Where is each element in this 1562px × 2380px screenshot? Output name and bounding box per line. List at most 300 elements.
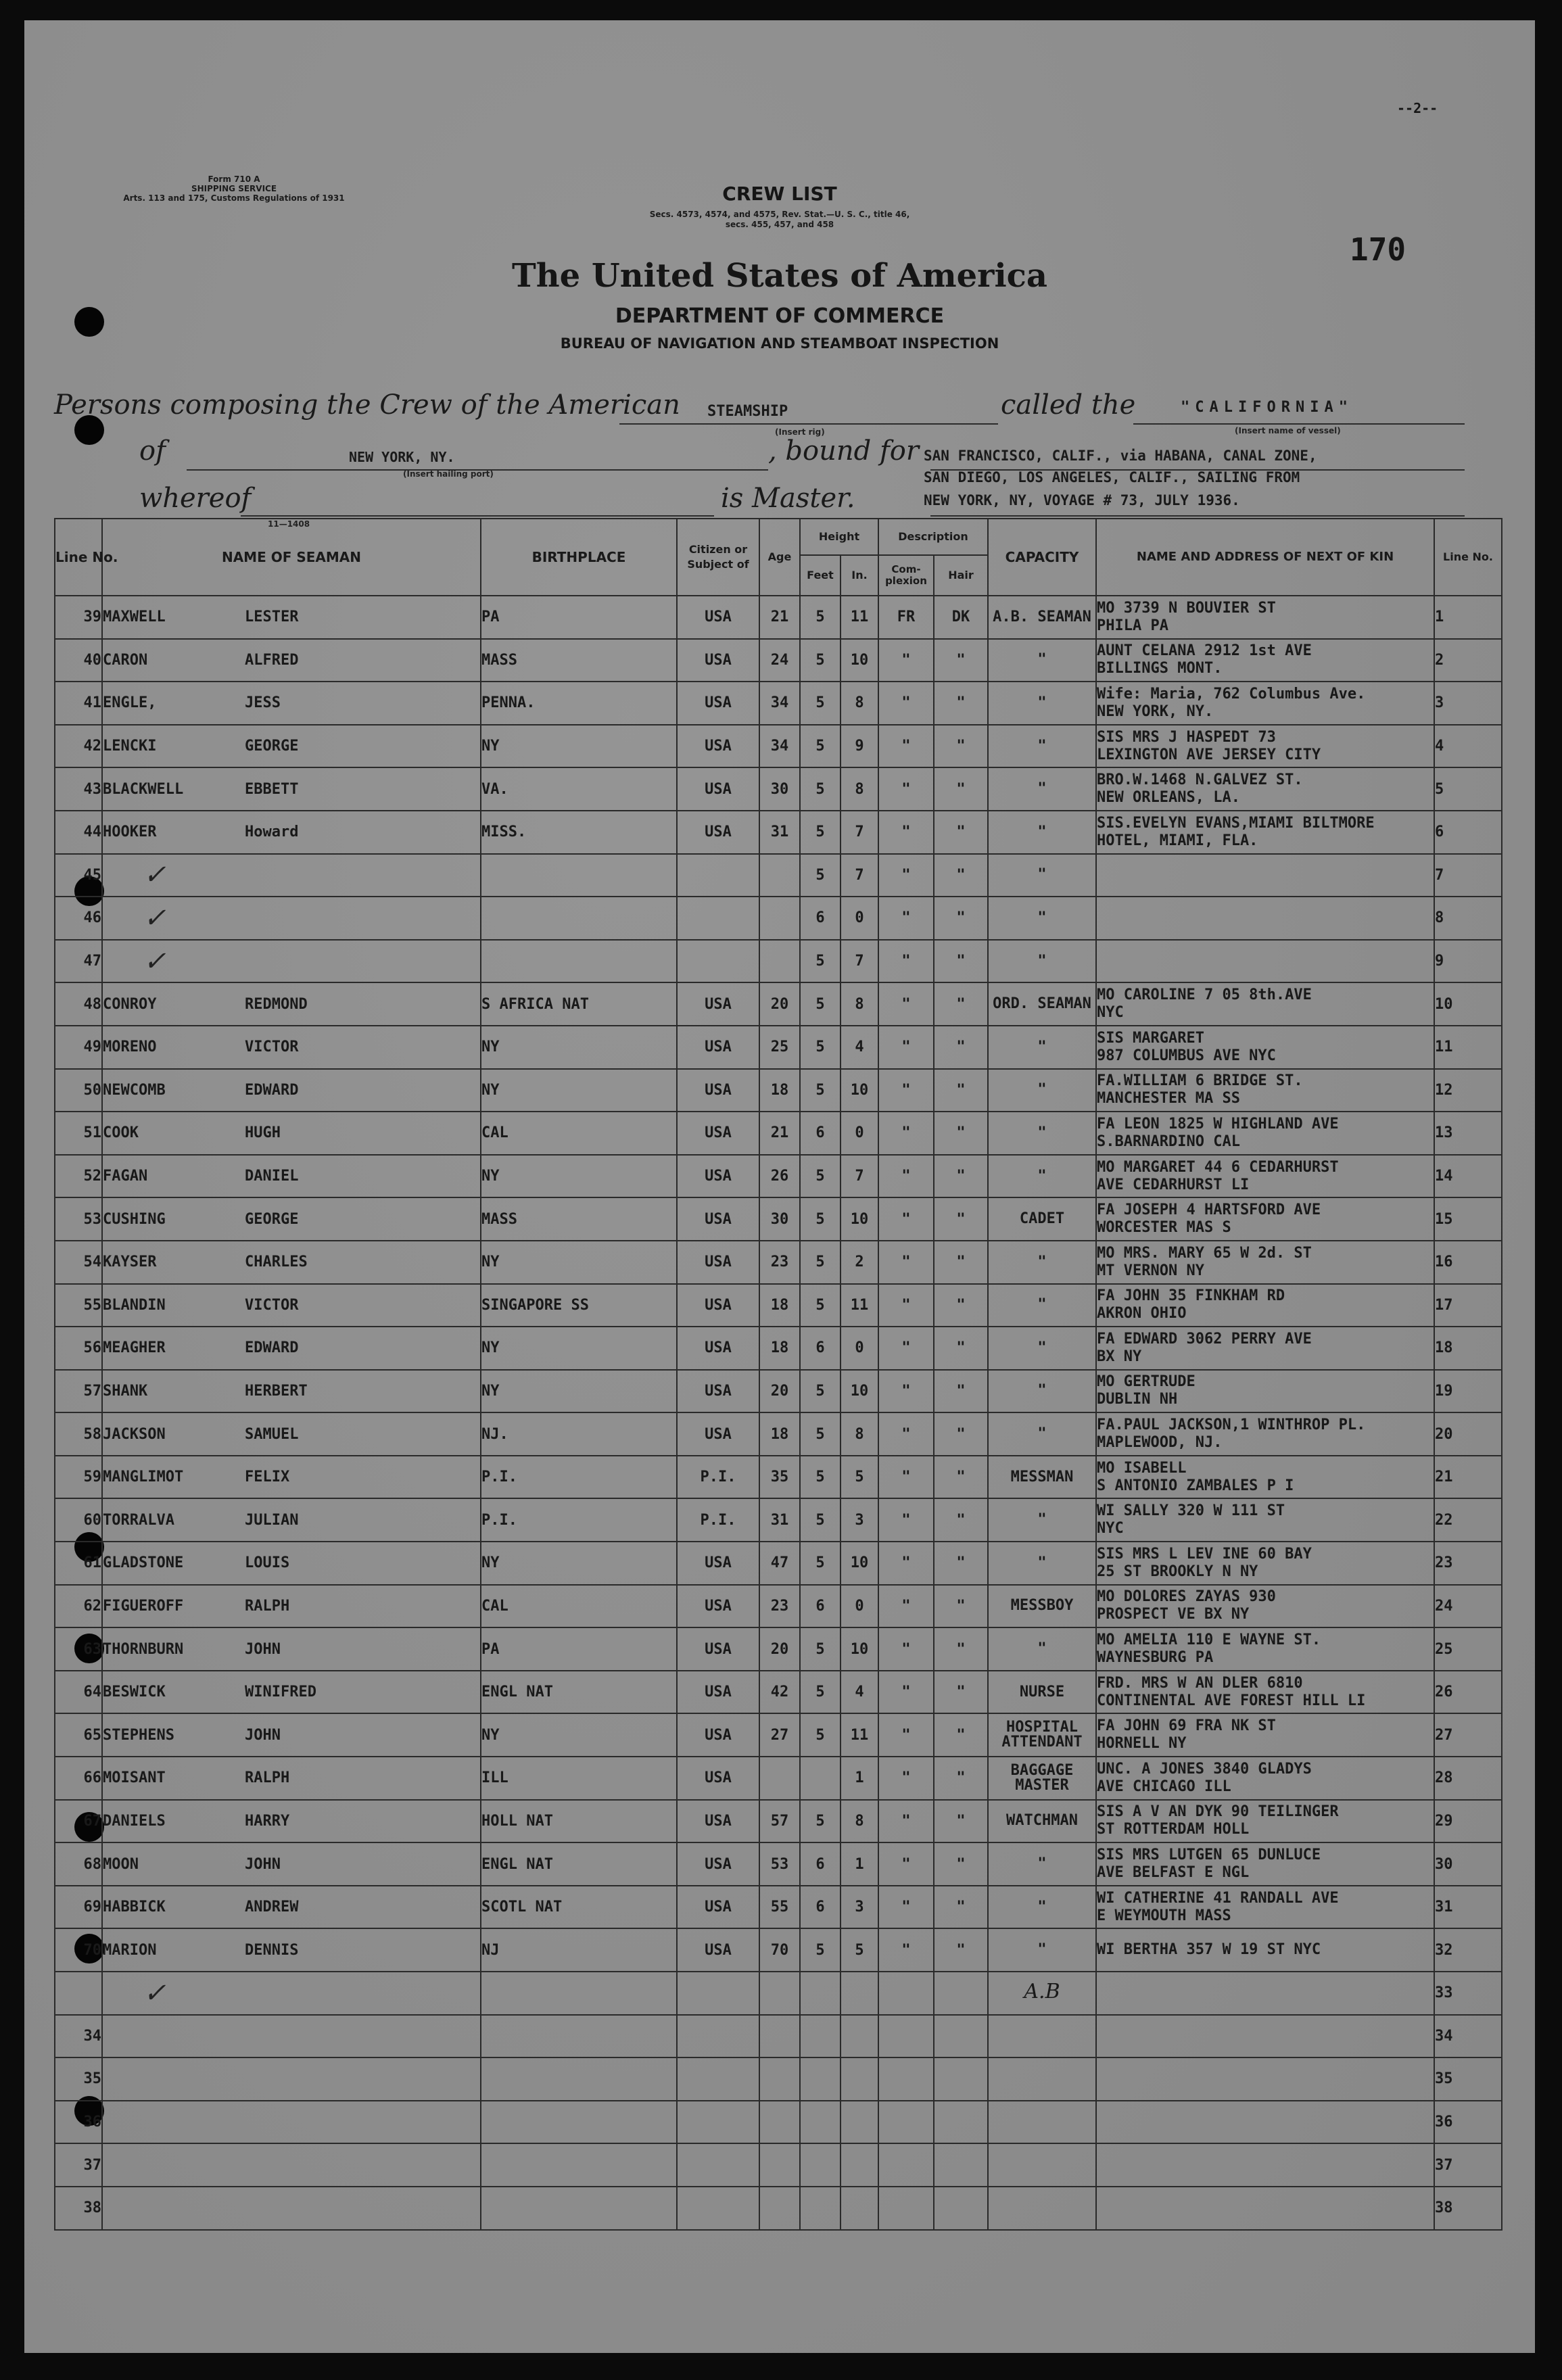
complexion	[878, 2015, 934, 2058]
height-inches	[841, 682, 878, 725]
seaman-surname: THORNBURN	[103, 1640, 184, 1658]
line-number-right-value: 29	[1435, 1812, 1453, 1830]
height-feet-value: 5	[815, 1210, 825, 1228]
crew-row	[55, 1284, 1502, 1327]
age	[759, 1842, 800, 1886]
crew-row	[55, 897, 1502, 940]
hair-value: "	[956, 1382, 966, 1400]
crew-row	[55, 2057, 1502, 2101]
kin-line-1: MO AMELIA 110 E WAYNE ST.	[1097, 1632, 1321, 1649]
birthplace-value: PA	[481, 609, 500, 626]
height-feet	[800, 940, 841, 983]
capacity-value: HOSPITAL ATTENDANT	[1001, 1719, 1083, 1751]
age-value: 21	[770, 1124, 789, 1142]
citizenship	[677, 1585, 759, 1628]
citizenship	[677, 1542, 759, 1585]
seaman-given-name: VICTOR	[245, 1296, 299, 1314]
line-number-right-value: 37	[1435, 2156, 1453, 2174]
next-of-kin	[1096, 1069, 1434, 1112]
height-inches	[841, 1627, 878, 1671]
col-feet: Feet	[800, 555, 841, 596]
citizenship	[677, 1412, 759, 1456]
height-feet	[800, 1370, 841, 1413]
height-inches-value: 7	[855, 824, 864, 841]
line-number-right	[1434, 1370, 1502, 1413]
seaman-name	[102, 982, 481, 1026]
seaman-name	[102, 1456, 481, 1499]
line-number-value: 37	[83, 2156, 101, 2174]
height-feet	[800, 639, 841, 682]
line-number-value: 35	[83, 2070, 101, 2088]
next-of-kin	[1096, 940, 1434, 983]
line-number-value: 68	[83, 1855, 101, 1873]
hair-value: "	[956, 995, 966, 1013]
complexion	[878, 767, 934, 811]
birthplace	[481, 1542, 677, 1585]
birthplace	[481, 2101, 677, 2144]
line-number-right-value: 35	[1435, 2070, 1453, 2088]
height-inches	[841, 1498, 878, 1542]
line-number-right-value: 32	[1435, 1941, 1453, 1959]
height-inches	[841, 2187, 878, 2230]
complexion	[878, 1713, 934, 1757]
complexion	[878, 1197, 934, 1241]
next-of-kin	[1096, 639, 1434, 682]
kin-line-2: MANCHESTER MA SS	[1097, 1090, 1240, 1108]
seaman-surname: FIGUEROFF	[103, 1597, 184, 1615]
height-feet	[800, 1069, 841, 1112]
complexion-value: "	[901, 1812, 911, 1830]
kin-line-1: SIS.EVELYN EVANS,MIAMI BILTMORE	[1097, 814, 1375, 832]
height-inches-value: 7	[855, 1168, 864, 1185]
line-number-value: 70	[83, 1941, 101, 1959]
age-value: 26	[770, 1168, 789, 1185]
capacity	[988, 1972, 1096, 2015]
capacity	[988, 596, 1096, 639]
next-of-kin	[1096, 725, 1434, 768]
line-number	[55, 982, 102, 1026]
citizenship	[677, 682, 759, 725]
hair-value: "	[956, 953, 966, 970]
height-inches-value: 8	[855, 694, 864, 712]
birthplace-value: P.I.	[481, 1511, 517, 1529]
age	[759, 1800, 800, 1843]
complexion-value: "	[901, 1210, 911, 1228]
seaman-surname: MOISANT	[103, 1769, 166, 1787]
height-inches	[841, 639, 878, 682]
seaman-name	[102, 940, 481, 983]
seaman-surname: BLACKWELL	[103, 780, 184, 798]
hair	[934, 1412, 988, 1456]
col-height: Height	[800, 519, 878, 555]
complexion-value: "	[901, 1339, 911, 1357]
next-of-kin	[1096, 1026, 1434, 1069]
age	[759, 2057, 800, 2101]
capacity-value: BAGGAGE MASTER	[1010, 1761, 1074, 1794]
capacity	[988, 682, 1096, 725]
capacity-value: "	[1037, 1554, 1047, 1571]
capacity	[988, 1412, 1096, 1456]
complexion	[878, 940, 934, 983]
next-of-kin	[1096, 811, 1434, 854]
citizenship	[677, 1842, 759, 1886]
height-inches	[841, 2057, 878, 2101]
kin-line-1: FA EDWARD 3062 PERRY AVE	[1097, 1330, 1312, 1348]
complexion	[878, 2187, 934, 2230]
line-number-right-value: 28	[1435, 1769, 1453, 1787]
height-inches	[841, 2101, 878, 2144]
citizenship-value: USA	[705, 694, 732, 712]
line-number-right	[1434, 1241, 1502, 1284]
age-value: 30	[770, 1210, 789, 1228]
hair	[934, 1112, 988, 1155]
age-value: 18	[770, 1081, 789, 1099]
kin-line-1: FA.WILLIAM 6 BRIDGE ST.	[1097, 1072, 1303, 1090]
complexion-value: "	[901, 953, 911, 970]
capacity	[988, 2101, 1096, 2144]
line-number-right-value: 23	[1435, 1554, 1453, 1572]
line-number-value: 45	[83, 866, 101, 884]
height-feet	[800, 682, 841, 725]
citizenship-value: USA	[705, 1855, 732, 1873]
age	[759, 1498, 800, 1542]
bound-for-text: , bound for	[768, 435, 919, 467]
line-number-right-value: 20	[1435, 1425, 1453, 1443]
kin-line-1: SIS A V AN DYK 90 TEILINGER	[1097, 1803, 1339, 1821]
birthplace	[481, 1757, 677, 1800]
seaman-given-name: LESTER	[245, 609, 299, 626]
height-feet-value: 5	[815, 738, 825, 755]
line-number-right	[1434, 1155, 1502, 1198]
line-number	[55, 1671, 102, 1714]
birthplace-value: CAL	[481, 1597, 508, 1615]
crew-row	[55, 2015, 1502, 2058]
hair-value: "	[956, 1597, 966, 1615]
kin-line-1: SIS MRS L LEV INE 60 BAY	[1097, 1545, 1312, 1563]
capacity	[988, 1842, 1096, 1886]
line-number-value: 61	[83, 1554, 101, 1572]
kin-line-2: LEXINGTON AVE JERSEY CITY	[1097, 746, 1321, 763]
line-number-right	[1434, 1026, 1502, 1069]
seaman-given-name: EDWARD	[245, 1081, 299, 1099]
citizenship-value: USA	[705, 995, 732, 1013]
birthplace	[481, 1928, 677, 1972]
line-number-right	[1434, 982, 1502, 1026]
col-birthplace: BIRTHPLACE	[481, 519, 677, 596]
birthplace-value: ENGL NAT	[481, 1855, 553, 1873]
hair	[934, 1928, 988, 1972]
height-feet-value: 6	[815, 1339, 825, 1357]
citizenship	[677, 1456, 759, 1499]
line-number-value: 59	[83, 1469, 101, 1486]
height-inches	[841, 982, 878, 1026]
line-number	[55, 1972, 102, 2015]
capacity-value: "	[1037, 1167, 1047, 1185]
kin-line-1: MO ISABELL	[1097, 1459, 1187, 1477]
capacity-value: ORD. SEAMAN	[993, 995, 1091, 1013]
birthplace-value: NY	[481, 1168, 500, 1185]
line-number	[55, 1112, 102, 1155]
complexion-value: "	[901, 995, 911, 1013]
citizenship	[677, 1627, 759, 1671]
seaman-surname: TORRALVA	[103, 1511, 174, 1529]
crew-row	[55, 1585, 1502, 1628]
hair-value: "	[956, 651, 966, 669]
height-feet-value: 5	[815, 1469, 825, 1486]
seaman-name	[102, 1412, 481, 1456]
seaman-surname: MANGLIMOT	[103, 1469, 184, 1486]
seaman-given-name: VICTOR	[245, 1039, 299, 1056]
kin-line-1: MO CAROLINE 7 05 8th.AVE	[1097, 986, 1312, 1004]
height-feet	[800, 1197, 841, 1241]
next-of-kin	[1096, 2187, 1434, 2230]
col-hair: Hair	[934, 555, 988, 596]
complexion	[878, 1412, 934, 1456]
kin-line-2: CONTINENTAL AVE FOREST HILL LI	[1097, 1692, 1366, 1709]
hair	[934, 2187, 988, 2230]
height-feet	[800, 596, 841, 639]
hair	[934, 725, 988, 768]
kin-line-1: MO 3739 N BOUVIER ST	[1097, 599, 1276, 617]
birthplace	[481, 1197, 677, 1241]
height-feet-value: 5	[815, 780, 825, 798]
complexion	[878, 1112, 934, 1155]
citizenship	[677, 811, 759, 854]
height-feet-value: 5	[815, 1640, 825, 1658]
height-feet	[800, 1928, 841, 1972]
seaman-surname: STEPHENS	[103, 1726, 174, 1744]
hair-value: "	[956, 1081, 966, 1099]
line-number-right-value: 3	[1435, 694, 1444, 712]
citizenship	[677, 1757, 759, 1800]
age	[759, 2143, 800, 2187]
height-feet	[800, 1585, 841, 1628]
next-of-kin	[1096, 1886, 1434, 1929]
kin-line-2: S.BARNARDINO CAL	[1097, 1133, 1240, 1150]
birthplace	[481, 1241, 677, 1284]
height-feet	[800, 2057, 841, 2101]
next-of-kin	[1096, 1284, 1434, 1327]
line-number-right-value: 12	[1435, 1081, 1453, 1099]
citizenship-value: USA	[705, 1812, 732, 1830]
height-feet-value: 5	[815, 953, 825, 970]
next-of-kin	[1096, 1456, 1434, 1499]
height-inches	[841, 1284, 878, 1327]
crew-row	[55, 1155, 1502, 1198]
kin-line-1: MO DOLORES ZAYAS 930	[1097, 1588, 1276, 1606]
height-feet-value: 5	[815, 995, 825, 1013]
seaman-given-name: EBBETT	[245, 780, 299, 798]
hair-value: "	[956, 824, 966, 841]
age-value: 27	[770, 1726, 789, 1744]
height-inches-value: 3	[855, 1511, 864, 1529]
crew-row	[55, 1800, 1502, 1843]
col-complexion: Com-plexion	[878, 555, 934, 596]
seaman-name	[102, 2101, 481, 2144]
seaman-surname: KAYSER	[103, 1254, 157, 1271]
crew-row	[55, 639, 1502, 682]
birthplace	[481, 1671, 677, 1714]
line-number-value: 56	[83, 1339, 101, 1357]
line-number-right	[1434, 1886, 1502, 1929]
seaman-name	[102, 854, 481, 897]
capacity	[988, 1671, 1096, 1714]
hair-value: "	[956, 1769, 966, 1787]
height-feet-value: 5	[815, 1168, 825, 1185]
line-number-right-value: 30	[1435, 1855, 1453, 1873]
seaman-name	[102, 1026, 481, 1069]
line-number-value: 39	[83, 609, 101, 626]
age	[759, 1069, 800, 1112]
next-of-kin	[1096, 1757, 1434, 1800]
hair	[934, 854, 988, 897]
line-number	[55, 1713, 102, 1757]
kin-line-2: E WEYMOUTH MASS	[1097, 1907, 1231, 1924]
birthplace-value: NJ	[481, 1941, 500, 1959]
height-feet-value: 5	[815, 1254, 825, 1271]
birthplace	[481, 1370, 677, 1413]
height-inches-value: 1	[855, 1855, 864, 1873]
height-inches	[841, 1069, 878, 1112]
kin-line-1: MO MRS. MARY 65 W 2d. ST	[1097, 1244, 1312, 1262]
seaman-surname: MARION	[103, 1941, 157, 1959]
capacity-value: "	[1037, 823, 1047, 840]
complexion	[878, 897, 934, 940]
crew-row	[55, 811, 1502, 854]
next-of-kin	[1096, 1197, 1434, 1241]
citizenship-value: USA	[705, 738, 732, 755]
birthplace	[481, 1456, 677, 1499]
col-next-of-kin: NAME AND ADDRESS OF NEXT OF KIN	[1096, 519, 1434, 596]
page-marker: --2--	[1397, 100, 1438, 116]
crew-row	[55, 1713, 1502, 1757]
citizenship-value: USA	[705, 1899, 732, 1916]
age	[759, 811, 800, 854]
crew-row	[55, 767, 1502, 811]
citizenship	[677, 725, 759, 768]
bureau-title: BUREAU OF NAVIGATION AND STEAMBOAT INSPECTION	[560, 335, 999, 352]
line-number-value: 36	[83, 2114, 101, 2131]
line-number-right-value: 13	[1435, 1124, 1453, 1142]
capacity-value: "	[1037, 909, 1047, 926]
height-feet	[800, 2101, 841, 2144]
line-number-right	[1434, 1627, 1502, 1671]
page-number: 170	[1350, 231, 1406, 268]
complexion	[878, 1886, 934, 1929]
birthplace-value: HOLL NAT	[481, 1812, 553, 1830]
complexion	[878, 1284, 934, 1327]
height-inches-value: 4	[855, 1684, 864, 1701]
hair-value: "	[956, 866, 966, 884]
birthplace	[481, 767, 677, 811]
complexion-value: "	[901, 780, 911, 798]
hair	[934, 1069, 988, 1112]
kin-line-2: 25 ST BROOKLY N NY	[1097, 1563, 1258, 1580]
capacity	[988, 1327, 1096, 1370]
complexion	[878, 1585, 934, 1628]
hair-value: "	[956, 1855, 966, 1873]
capacity-value: "	[1037, 1511, 1047, 1529]
capacity-value: "	[1037, 1855, 1047, 1873]
height-inches-value: 5	[855, 1469, 864, 1486]
crew-table	[54, 518, 1502, 2231]
line-number	[55, 2015, 102, 2058]
birthplace-value: NY	[481, 1554, 500, 1572]
kin-line-2: MT VERNON NY	[1097, 1262, 1204, 1279]
age	[759, 1713, 800, 1757]
rig-value: STEAMSHIP	[707, 403, 788, 420]
crew-row	[55, 725, 1502, 768]
height-inches	[841, 854, 878, 897]
height-inches	[841, 1112, 878, 1155]
line-number-right	[1434, 1800, 1502, 1843]
height-feet	[800, 811, 841, 854]
hair	[934, 1284, 988, 1327]
citizenship-value: USA	[705, 1769, 732, 1787]
height-feet-value: 5	[815, 1382, 825, 1400]
crew-row	[55, 682, 1502, 725]
capacity-value: "	[1037, 952, 1047, 970]
complexion-value: "	[901, 1425, 911, 1443]
seaman-surname: CONROY	[103, 995, 157, 1013]
citizenship-value: USA	[705, 1210, 732, 1228]
complexion-value: "	[901, 1554, 911, 1572]
hair-value: "	[956, 1210, 966, 1228]
line-number-right-value: 19	[1435, 1382, 1453, 1400]
height-inches	[841, 1197, 878, 1241]
crew-row	[55, 1456, 1502, 1499]
height-inches-value: 0	[855, 1597, 864, 1615]
height-inches	[841, 940, 878, 983]
hair	[934, 2057, 988, 2101]
line-number	[55, 2187, 102, 2230]
kin-line-1: FA.PAUL JACKSON,1 WINTHROP PL.	[1097, 1417, 1366, 1434]
line-number	[55, 1197, 102, 1241]
next-of-kin	[1096, 2143, 1434, 2187]
seaman-given-name: HARRY	[245, 1812, 290, 1830]
capacity	[988, 1928, 1096, 1972]
capacity	[988, 1627, 1096, 1671]
form-regulation: Arts. 113 and 175, Customs Regulations of 1931	[123, 193, 345, 203]
col-description: Description	[878, 519, 988, 555]
kin-line-2: 987 COLUMBUS AVE NYC	[1097, 1047, 1276, 1064]
port-hint: (Insert hailing port)	[403, 469, 494, 479]
height-inches-value: 4	[855, 1039, 864, 1056]
hair-value: "	[956, 1640, 966, 1658]
complexion	[878, 1627, 934, 1671]
line-number-right-value: 8	[1435, 909, 1444, 927]
height-feet-value: 6	[815, 1855, 825, 1873]
capacity-value: "	[1037, 780, 1047, 798]
height-feet-value: 5	[815, 1296, 825, 1314]
line-number-right	[1434, 1928, 1502, 1972]
line-number-right	[1434, 1456, 1502, 1499]
age	[759, 982, 800, 1026]
age	[759, 682, 800, 725]
line-number-right-value: 15	[1435, 1210, 1453, 1228]
seaman-name	[102, 1585, 481, 1628]
age	[759, 1671, 800, 1714]
age-value: 34	[770, 694, 789, 712]
destination-line-2: SAN DIEGO, LOS ANGELES, CALIF., SAILING FROM	[924, 469, 1300, 485]
line-number	[55, 1155, 102, 1198]
height-inches-value: 11	[850, 1296, 869, 1314]
line-number	[55, 1498, 102, 1542]
crew-row	[55, 1370, 1502, 1413]
kin-line-2: NYC	[1097, 1520, 1124, 1538]
line-number-right-value: 31	[1435, 1899, 1453, 1916]
age-value: 23	[770, 1597, 789, 1615]
